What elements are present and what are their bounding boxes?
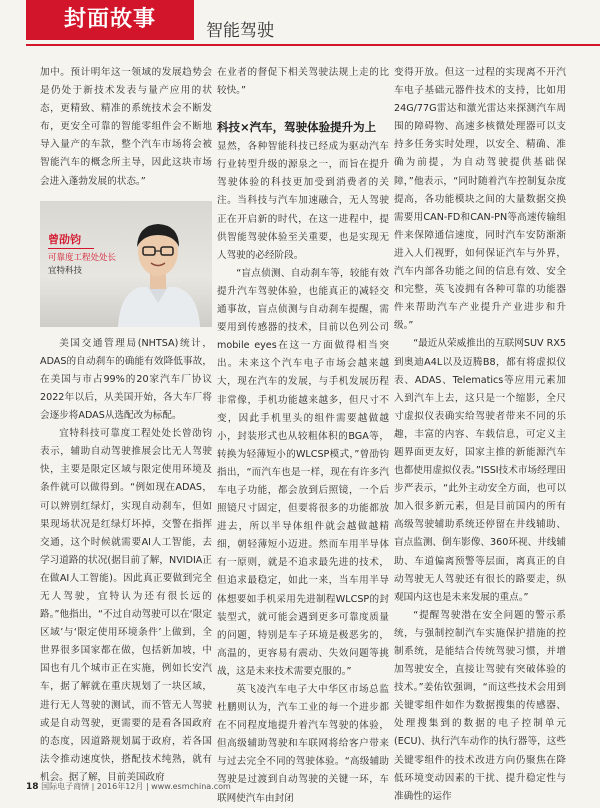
subheading: 科技×汽车，驾驶体验提升为上 [217,120,377,135]
section-title: 封面故事 [26,0,194,40]
portrait-caption [48,233,116,278]
paragraph: “盲点侦测、自动刹车等，较能有效提升汽车驾驶体验，也能真正的减轻交通事故，盲点侦测与自动刹车提醒，需要用到传感器的技术，目前以色列公司mobile eyes在这一方面做得相当突出。未来这个汽车电子市场会越来越大，现在汽车的发展，与手机发展历程非常像，手机功能越来越多，但尺寸不变，因此手机里头的组件需要越做越小，封装形式也从较粗体积的BGA等，转换为轻薄短小的WLCSP模式，”曾劭钧指出，“而汽车也是一样，现在有许多汽车电子功能，都会放到后照镜，一个后照镜尺寸固定，但要将很多的功能都放进去，所以半导体组件就会越做越精细，朝轻薄短小迈进。然而车用半导体有一原则，就是不追求最先进的技术，但追求最稳定，如此一来，当车用半导体想要如手机采用先进制程WLCSP的封装型式，就可能会遇到更多可靠度质量的问题，特别是车子环境是极恶劣的，高温的，更容易有震动、失效问题等挑战，这是未来技术需要克服的。” [217,267,389,677]
paragraph: 在业者的督促下相关驾驶法规上走的比较快。” [217,67,389,97]
paragraph: 加中。预计明年这一领域的发展趋势会是仍处于新技术发表与量产应用的状态，更精致、精准的系统技术会不断发布，更安全可靠的智能零组件会不断地导入量产的车款，整个汽车市场将会被智能汽车的概念所主导，因此这块市场会进入蓬勃发展的状态。” [40,67,212,187]
speaker-name: 曾劭钧 [48,232,81,246]
footer-text: 国际电子商情 | 2016年12月 | www.esmchina.com [41,782,231,791]
column-1 [40,64,212,787]
page-number: 18 [26,782,39,792]
paragraph: 美国交通管理局(NHTSA)统计，ADAS的自动刹车的确能有效降低事故，在美国与市占99%的20家汽车厂协议2022年以后，从美国开始，各大车厂将会逐步将ADAS从选配改为标配。 [40,337,212,422]
column-2 [217,64,389,808]
portrait-photo [40,201,212,327]
paragraph: “提醒驾驶潜在安全问题的警示系统，与强制控制汽车实施保护措施的控制系统，是能结合传统驾驶习惯，并增加驾驶安全，直接让驾驶有突破体验的技术。”姜佑钦强调，“而这些技术会用到关键零组件如作为数据搜集的传感器、处理搜集到的数据的电子控制单元(ECU)、执行汽车动作的执行器等，这些关键零组件的技术改进方向仍聚焦在降低环境变动因素的干扰、提升稳定性与准确性的运作 [394,609,566,802]
paragraph: “最近从荣威推出的互联网SUV RX5到奥迪A4L以及迈腾B8，都有将虚拟仪表、ADAS、Telematics等应用元素加入到汽车上去，这只是一个缩影，全尺寸虚拟仪表确实给驾驶者带来不同的乐趣，丰富的内容、车载信息，可定义主题界面更友好，国家主推的新能源汽车也都使用虚拟仪表。”ISSI技术市场经理田步严表示，“此外主动安全方面，也可以加入很多新元素，但是目前国内的所有高级驾驶辅助系统还停留在井线辅助、盲点监测、倒车影像、360环视、井线辅助、车道偏离预警等层面，离真正的自动驾驶无人驾驶还有很长的路要走，纵观国内这也是未来发展的重点。” [394,338,566,603]
caption-rule [48,248,94,249]
page-footer [26,781,231,792]
paragraph: 变得开放。但这一过程的实现离不开汽车电子基础元器件技术的支持，比如用24G/77G雷达和激光雷达来探测汽车周围的障碍物、高速多核微处理器可以支持多任务实时处理，以安全、精确、准确为前提，为自动驾驶提供基础保障，”他表示，“同时随着汽车控制复杂度提高，各功能模块之间的大量数据交换需要用CAN-FD和CAN-PN等高速传输组件来保障通信速度，同时汽车安防渐渐进入人们视野，如何保证汽车与外界，汽车内部各功能之间的信息有效、安全和完整，英飞凌拥有各种可靠的功能器件来帮助汽车产业提升产业进步和升级。” [394,67,566,332]
paragraph: 显然，各种智能科技已经成为驱动汽车行业转型升级的源泉之一，而旨在提升驾驶体验的科技更加受到消费者的关注。当科技与汽车加速融合，无人驾驶正在开启新的时代，在这一进程中，提供智能驾驶体验至关重要，也是实现无人驾驶的必经阶段。 [217,141,389,261]
paragraph: 宜特科技可靠度工程处处长曾劭钧表示，辅助自动驾驶推展会比无人驾驶快，主要是限定区域与限定使用环境及条件就可以做得到。“例如现在ADAS，可以辨别红绿灯，实现自动刹车，但如果现场状况是红绿灯坏掉，交警在指挥交通，这个时候就需要AI人工智能，去学习道路的状况(据目前了解，NVIDIA正在做AI人工智能)。因此真正要做到完全无人驾驶，宜特认为还有很长远的路。”他指出，“不过自动驾驶可以在‘限定区域’与‘限定使用环境条件’上做到，全世界很多国家都在做，包括新加坡，中国也有几个城市正在实施，例如长安汽车，据了解就在重庆规划了一块区域，进行无人驾驶的测试，而不管无人驾驶或是自动驾驶，更需要的是看各国政府的态度，因道路规划属于政府，若各国法令推动速度快，搭配技术纯熟，就有机会。据了解，目前美国政府 [40,428,212,783]
speaker-title: 可靠度工程处处长 [48,252,117,263]
speaker-company: 宜特科技 [48,265,83,276]
column-3 [394,64,566,806]
paragraph: 英飞凌汽车电子大中华区市场总监杜鹏则认为，汽车工业的每一个进步都在不同程度地提升着汽车驾驶的体验，但高级辅助驾驶和车联网将给客户带来与过去完全不同的驾驶体验。“高级辅助驾驶是过渡到自动驾驶的关键一环，车联网使汽车由封闭 [217,684,389,804]
section-subtitle: 智能驾驶 [206,21,274,41]
person-figure [112,209,204,327]
header-rule [26,44,600,46]
